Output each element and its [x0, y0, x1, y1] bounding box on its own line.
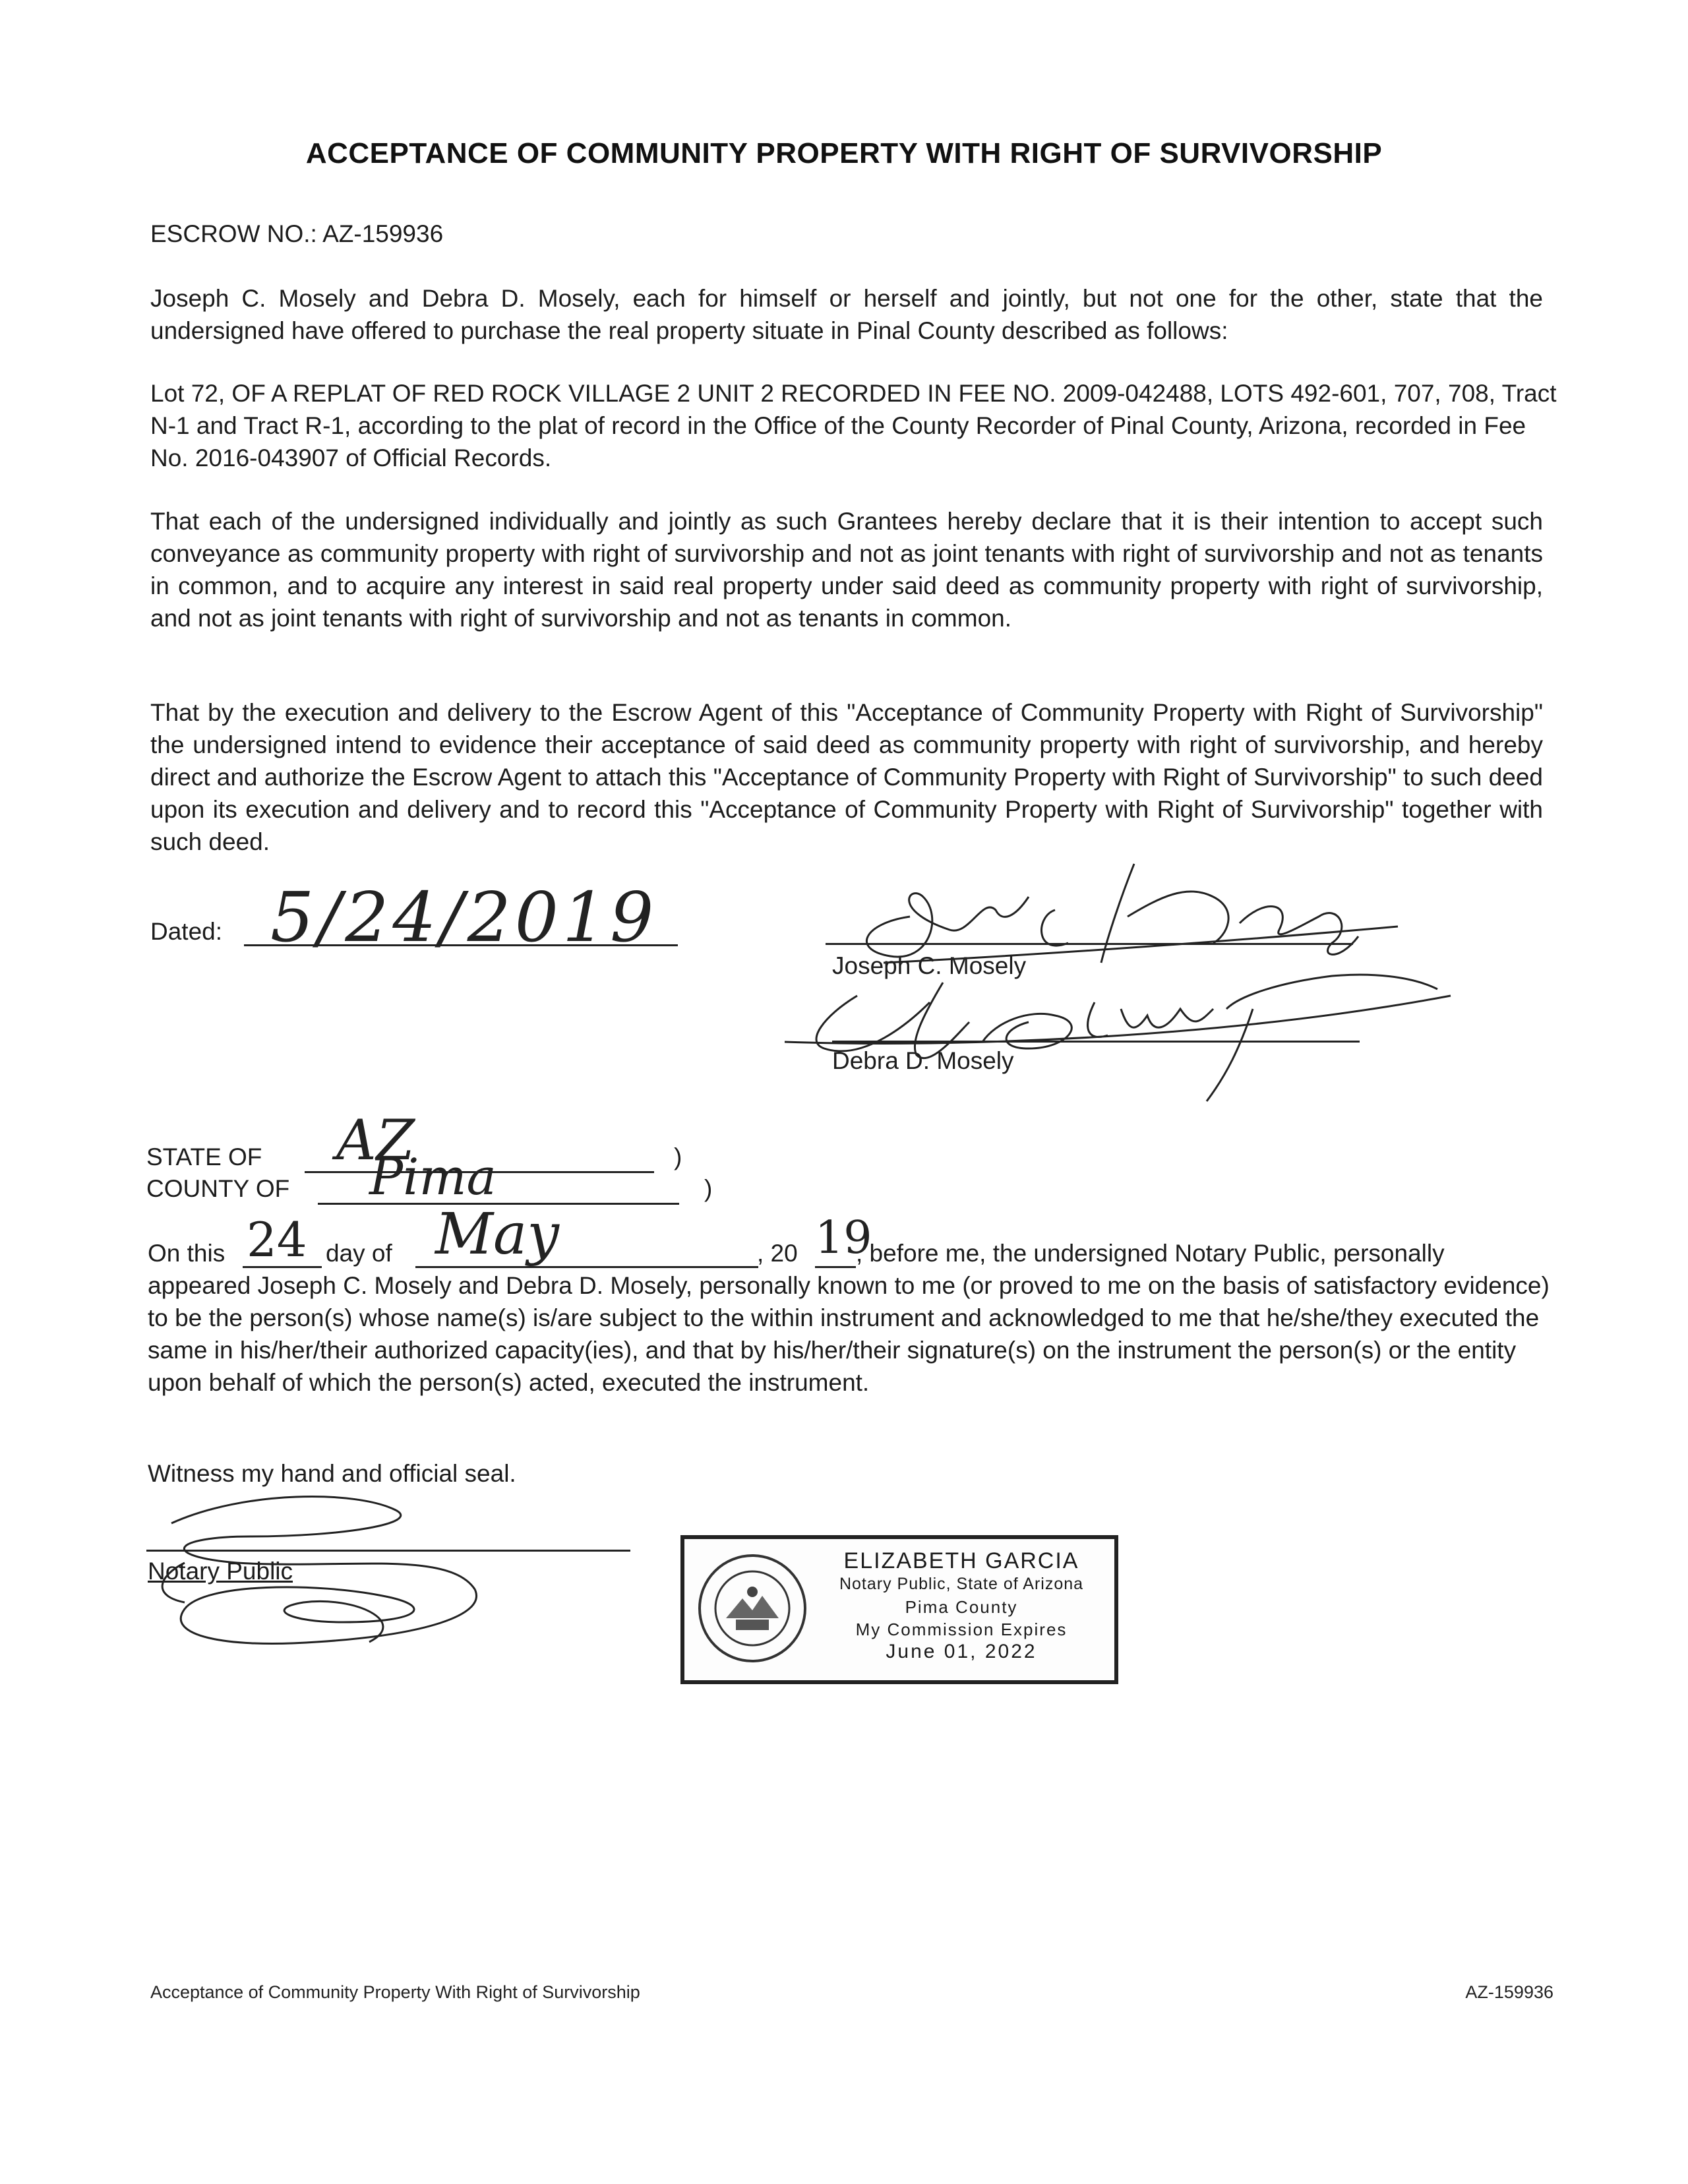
- legal-description-paragraph: Lot 72, OF A REPLAT OF RED ROCK VILLAGE 2 UNIT 2 RECORDED IN FEE NO. 2009-042488, LOTS 492-601, 707, 708, Tract N-1 and Tract R-1, according to the plat of record in the Office of the County Recorder of Pinal County, Arizona, recorded in Fee No. 2016-043907 of Official Records.: [150, 380, 1557, 471]
- year-prefix: , 20: [757, 1240, 798, 1267]
- notary-acknowledgment: appeared Joseph C. Mosely and Debra D. Mosely, personally known to me (or proved to me on the basis of satisfactory evidence) to be the person(s) whose name(s) is/are subject to the within instrument and acknowledged to me that he/she/they executed the same in his/her/their authorized capacity(ies), and that by his/her/their signature(s) on the instrument the person(s) or the entity upon behalf of which the person(s) acted, executed the instrument.: [148, 1272, 1550, 1396]
- signer1-name: Joseph C. Mosely: [832, 952, 1027, 979]
- witness-text: Witness my hand and official seal.: [148, 1460, 516, 1487]
- stamp-name: ELIZABETH GARCIA: [843, 1548, 1079, 1573]
- state-paren: ): [674, 1143, 682, 1170]
- county-handwritten: Pima: [369, 1147, 497, 1206]
- county-label: COUNTY OF: [146, 1175, 290, 1202]
- stamp-line4: My Commission Expires: [855, 1620, 1068, 1639]
- notary-stamp: [680, 1535, 1118, 1684]
- dated-label: Dated:: [150, 918, 223, 945]
- year-line: [815, 1266, 856, 1268]
- notary-public-label: Notary Public: [148, 1558, 293, 1585]
- notary-signature: [145, 1484, 501, 1662]
- on-this-label: On this: [148, 1240, 226, 1267]
- document-title: ACCEPTANCE OF COMMUNITY PROPERTY WITH RIGHT OF SURVIVORSHIP: [305, 137, 1383, 169]
- year-handwritten: 19: [815, 1212, 872, 1264]
- intention-paragraph: That each of the undersigned individually and jointly as such Grantees hereby declare that it is their intention to accept such conveyance as community property with right of survivorship and not as joint tenants with right of survivorship and not as tenants in common, and to acquire any interest in said real property under said deed as community property with right of survivorship, and not as joint tenants with right of survivorship and not as tenants in common.: [150, 508, 1543, 632]
- state-label: STATE OF: [146, 1143, 262, 1170]
- footer-left: Acceptance of Community Property With Right of Survivorship: [150, 1982, 640, 2002]
- signer2-name: Debra D. Mosely: [832, 1047, 1014, 1074]
- dated-handwritten: 5/24/2019: [270, 877, 658, 957]
- stamp-line2: Notary Public, State of Arizona: [839, 1575, 1084, 1593]
- state-handwritten: AZ: [336, 1108, 415, 1172]
- state-seal-icon: [696, 1552, 808, 1664]
- month-handwritten: May: [435, 1201, 559, 1267]
- stamp-line3: Pima County: [905, 1597, 1018, 1617]
- escrow-label: ESCROW NO.:: [150, 220, 317, 247]
- footer-right: AZ-159936: [1465, 1982, 1553, 2002]
- stamp-line5: June 01, 2022: [886, 1641, 1037, 1662]
- intro-paragraph: Joseph C. Mosely and Debra D. Mosely, each for himself or herself and jointly, but not one for the other, state that the undersigned have offered to purchase the real property situate in Pinal County described as follows:: [150, 285, 1543, 344]
- escrow-line: [150, 218, 443, 250]
- debra-signature: [778, 969, 1464, 1101]
- joseph-signature: [818, 857, 1411, 969]
- day-handwritten: 24: [247, 1212, 307, 1267]
- execution-paragraph: That by the execution and delivery to the Escrow Agent of this "Acceptance of Community Property with Right of Survivorship" the undersigned intend to evidence their acceptance of said deed as community property with right of survivorship, and hereby direct and authorize the Escrow Agent to attach this "Acceptance of Community Property with Right of Survivorship" to such deed upon its execution and delivery and to record this "Acceptance of Community Property with Right of Survivorship" together with such deed.: [150, 699, 1543, 855]
- notary-line1-rest: , before me, the undersigned Notary Public, personally: [856, 1240, 1445, 1267]
- escrow-number: AZ-159936: [322, 220, 444, 247]
- day-of-label: day of: [326, 1240, 392, 1267]
- county-paren: ): [704, 1175, 713, 1202]
